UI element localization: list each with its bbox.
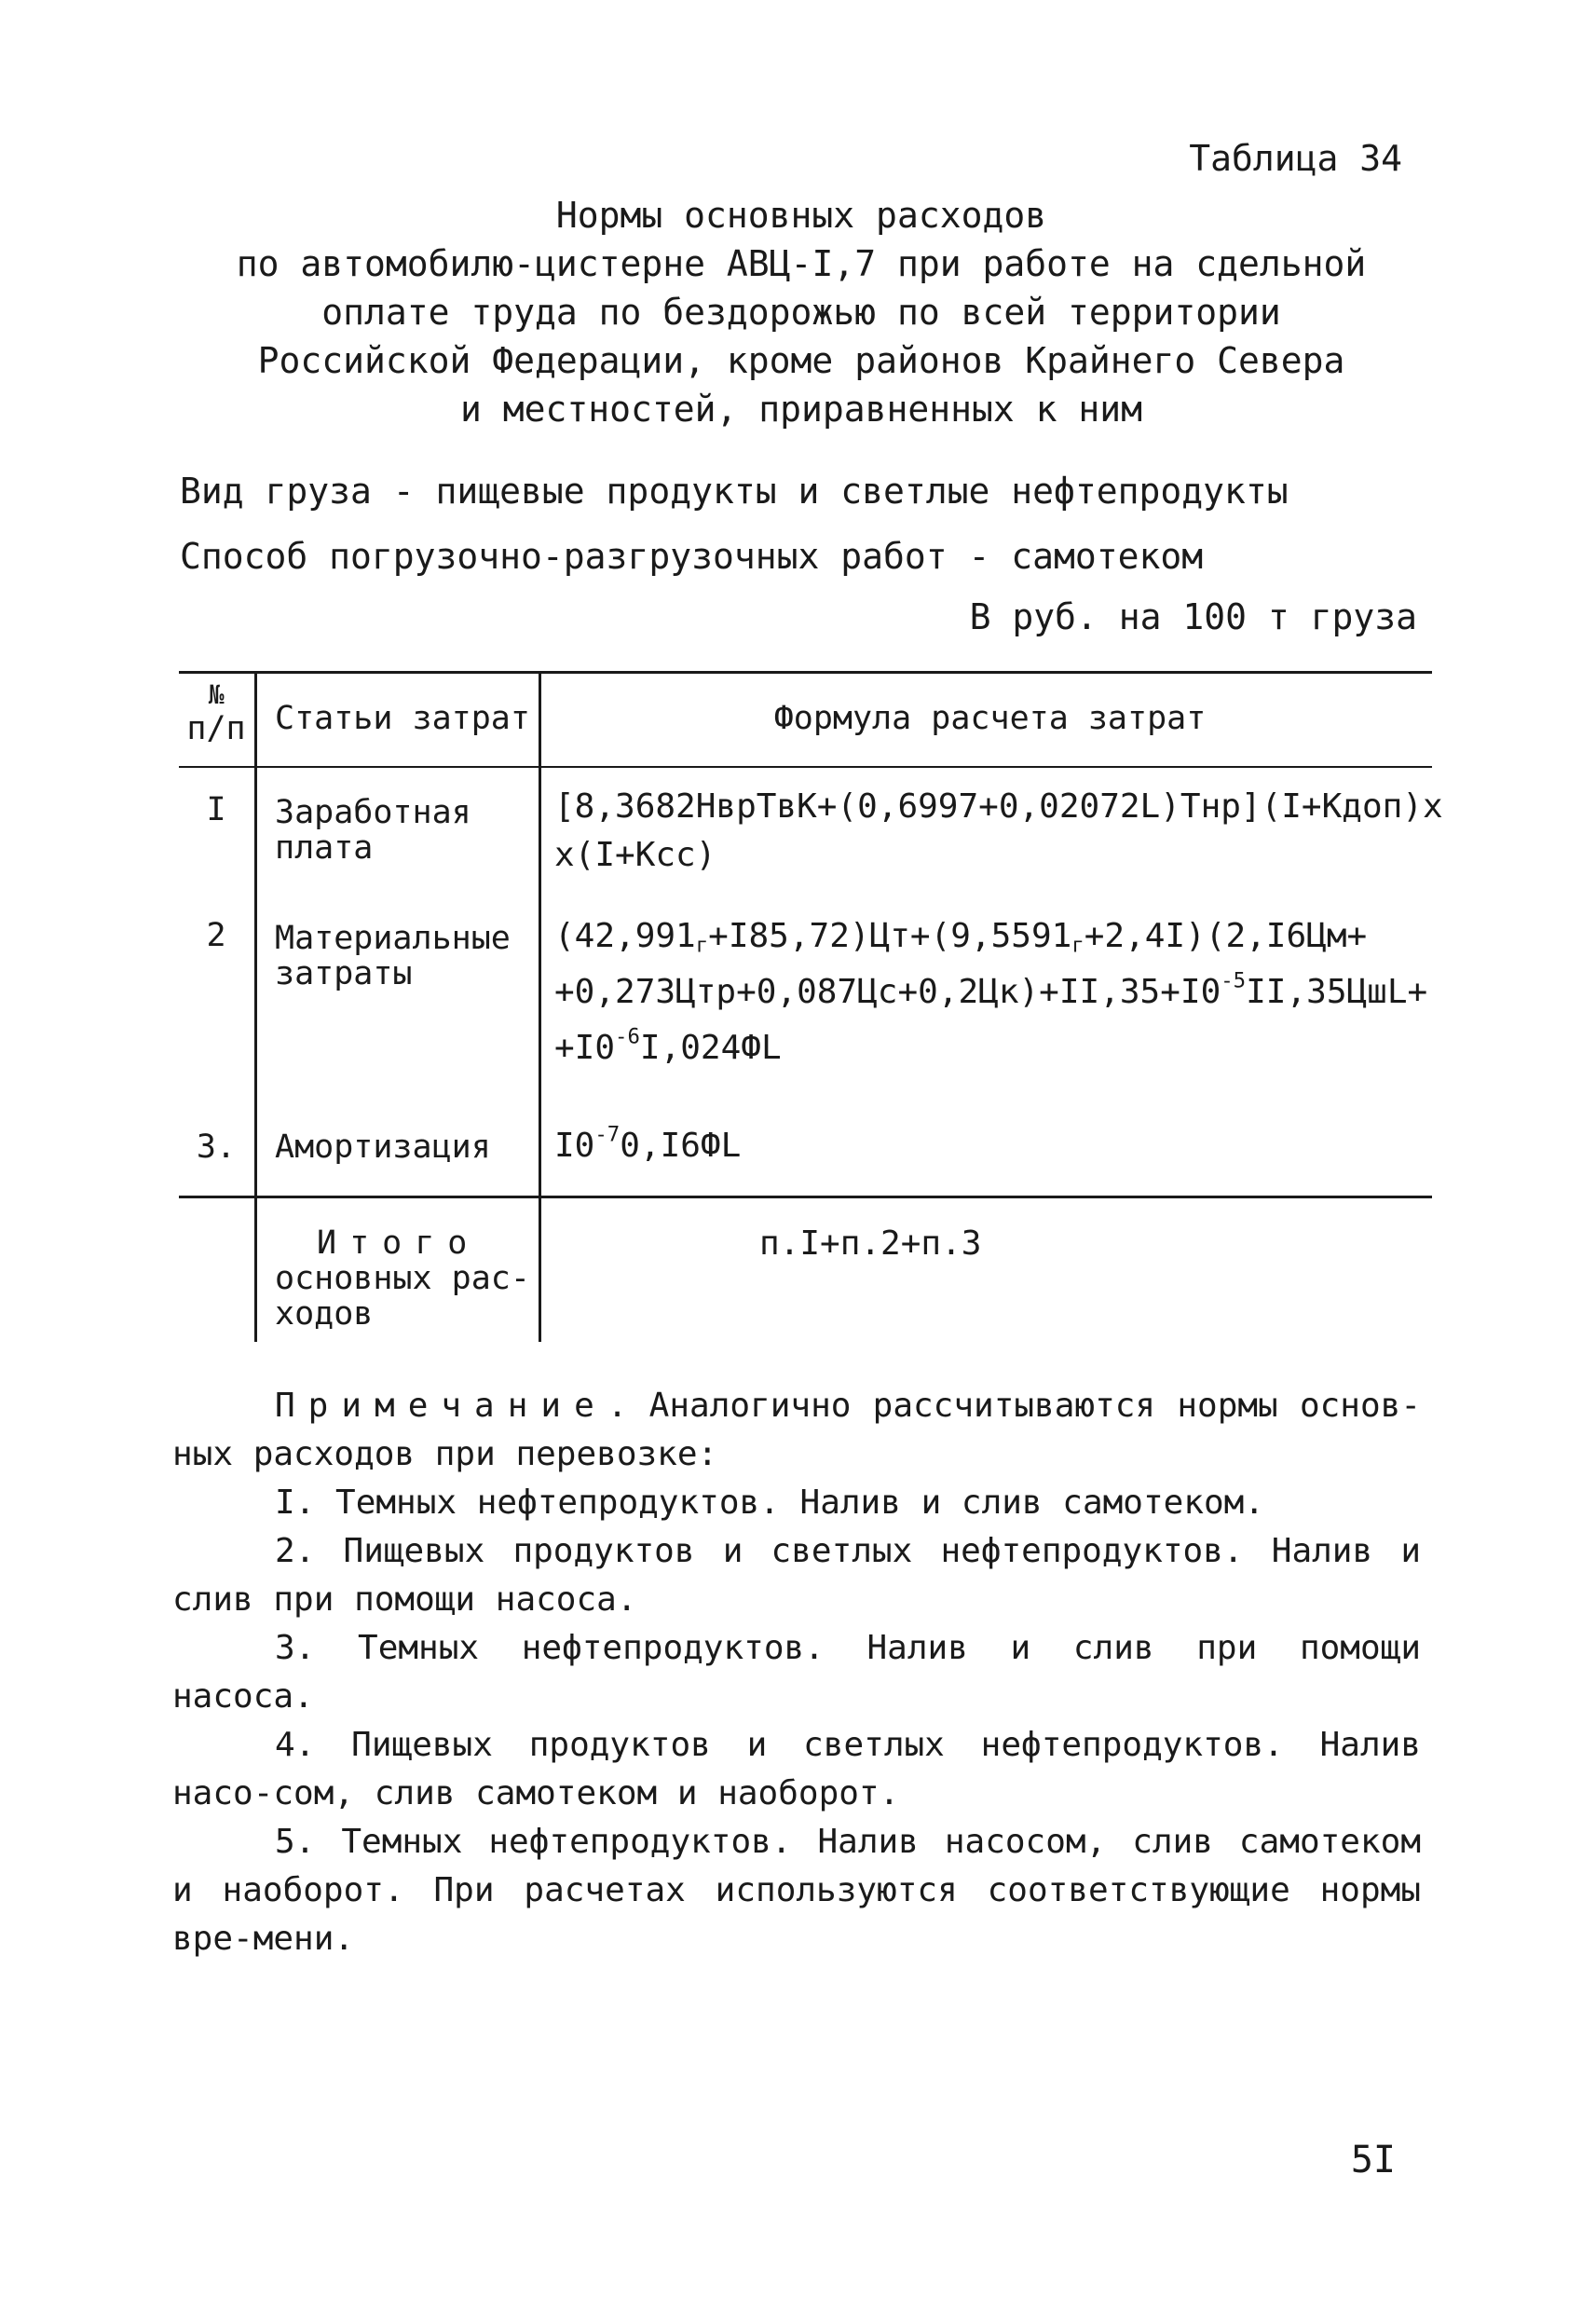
row-num: 3. xyxy=(196,1128,237,1166)
title-line: Российской Федерации, кроме районов Крайнего Севера xyxy=(257,340,1345,381)
total-formula: п.I+п.2+п.3 xyxy=(759,1224,982,1263)
formula-line xyxy=(554,909,1427,964)
note-intro xyxy=(172,1382,1421,1479)
formula-subscript: г xyxy=(695,933,709,958)
note-item: I. Темных нефтепродуктов. Налив и слив самотеком. xyxy=(275,1484,1265,1522)
formula-superscript: -5 xyxy=(1221,968,1247,993)
row-num: I xyxy=(206,791,226,828)
formula-superscript: -7 xyxy=(594,1122,621,1147)
table-top-rule xyxy=(179,671,1432,674)
title-line: оплате труда по бездорожью по всей территории xyxy=(321,292,1281,333)
formula-part: +0,273Цтр+0,087Цс+0,2Цк)+II,35+I0 xyxy=(554,973,1221,1011)
formula-superscript: -6 xyxy=(615,1024,640,1049)
header-num xyxy=(179,678,253,745)
note-item: 2. Пищевых продуктов и светлых нефтепродуктов. Налив и слив при помощи насоса. xyxy=(172,1532,1421,1619)
header-article: Статьи затрат xyxy=(275,700,530,737)
formula-line xyxy=(554,1020,1427,1076)
note-item: 4. Пищевых продуктов и светлых нефтепродуктов. Налив насо-сом, слив самотеком и наоборот. xyxy=(172,1726,1421,1812)
page-number: 5I xyxy=(1350,2139,1396,2181)
formula-part: (42,991 xyxy=(554,917,696,955)
formula-part: I,024ФL xyxy=(639,1029,782,1067)
units-label: В руб. на 100 т груза xyxy=(969,596,1417,637)
row-formula xyxy=(554,783,1443,880)
loading-method: Способ погрузочно-разгрузочных работ - самотеком xyxy=(180,536,1204,577)
formula-part: II,35ЦшL+ xyxy=(1246,973,1428,1011)
title-line: по автомобилю-цистерне АВЦ-I,7 при работе на сдельной xyxy=(236,243,1367,284)
formula-line: [8,3682НврТвК+(0,6997+0,02072L)Тнр](I+Кдоп)x xyxy=(554,787,1443,826)
formula-part: I0 xyxy=(554,1127,595,1165)
total-label: Итого xyxy=(317,1224,481,1262)
formula-part: 0,I6ФL xyxy=(620,1127,742,1165)
total-article xyxy=(275,1225,531,1332)
row-formula xyxy=(554,909,1427,1076)
table-header-rule xyxy=(179,766,1432,768)
title-line: Нормы основных расходов xyxy=(555,195,1047,236)
table-col-divider xyxy=(254,673,257,1342)
row-article: Заработная плата xyxy=(275,794,471,867)
formula-part: +I0 xyxy=(554,1029,616,1067)
formula-line xyxy=(554,964,1427,1020)
formula-line: x(I+Ксс) xyxy=(554,836,716,874)
note-item: 5. Темных нефтепродуктов. Налив насосом, слив самотеком и наоборот. При расчетах используются соответствующие нормы вре-мени. xyxy=(172,1823,1421,1958)
note-item: 3. Темных нефтепродуктов. Налив и слив при помощи насоса. xyxy=(172,1629,1421,1716)
row-formula xyxy=(554,1118,741,1174)
table-body-rule xyxy=(179,1196,1432,1198)
total-label-line: основных рас- xyxy=(275,1260,530,1297)
header-formula: Формула расчета затрат xyxy=(773,700,1207,737)
total-label-line: ходов xyxy=(275,1295,374,1333)
formula-subscript: г xyxy=(1071,933,1084,958)
table-label: Таблица 34 xyxy=(1189,138,1402,179)
note-lead: Примечание xyxy=(275,1387,607,1425)
row-num: 2 xyxy=(206,917,226,954)
note-block xyxy=(172,1382,1421,1963)
title-line: и местностей, приравненных к ним xyxy=(459,389,1143,430)
table-title xyxy=(168,191,1435,433)
formula-part: +2,4I)(2,I6Цм+ xyxy=(1084,917,1368,955)
cargo-type: Вид груза - пищевые продукты и светлые нефтепродукты xyxy=(180,471,1289,512)
note-intro-text: . Аналогично рассчитываются нормы основ-ных расходов при перевозке: xyxy=(172,1387,1421,1473)
header-num-label: п/п xyxy=(186,710,246,747)
formula-part: +I85,72)Цт+(9,5591 xyxy=(708,917,1072,955)
header-num-symbol: № xyxy=(208,679,225,710)
row-article: Материальные затраты xyxy=(275,920,511,992)
table-col-divider xyxy=(539,673,541,1342)
row-article: Амортизация xyxy=(275,1128,491,1166)
